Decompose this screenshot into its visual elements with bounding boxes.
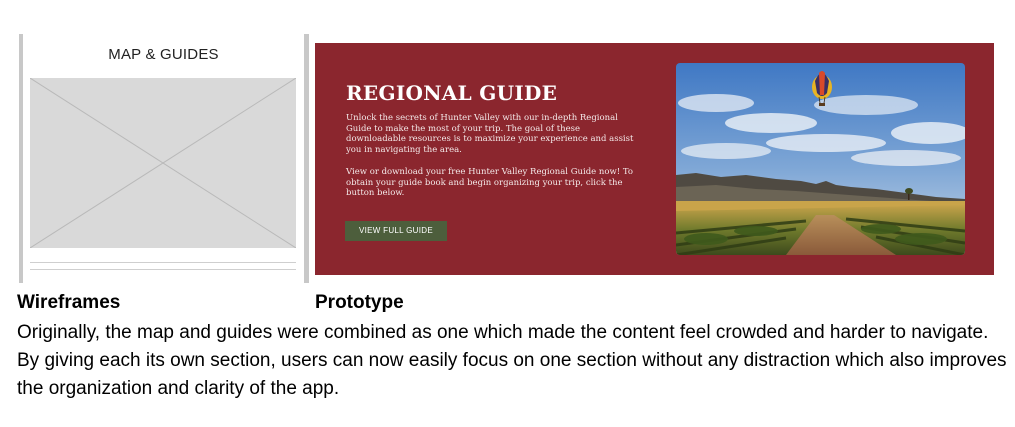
image-placeholder-icon [30,78,296,248]
wireframe-text-line [30,269,296,270]
wireframes-label: Wireframes [17,292,121,313]
prototype-paragraph-intro: Unlock the secrets of Hunter Valley with our in-depth Regional Guide to make the most of your trip. The goal of these downloadable resources is to maximize your experience and assist you in navigating the area. [346,113,634,155]
prototype-panel [315,43,994,275]
wireframe-text-line [30,262,296,263]
wireframe-title: MAP & GUIDES [108,46,219,63]
wireframe-image-placeholder [30,78,296,248]
wireframe-panel [19,34,309,283]
prototype-heading: REGIONAL GUIDE [346,81,558,105]
prototype-paragraph-download: View or download your free Hunter Valley Regional Guide now! To obtain your guide book and begin organizing your trip, click the button below. [346,167,633,198]
landscape-photo-image [676,63,965,255]
view-full-guide-button[interactable]: VIEW FULL GUIDE [345,221,447,241]
wireframe-border-right [304,34,309,283]
wireframe-border-left [19,34,23,283]
hunter-valley-photo [676,63,965,255]
description-text: Originally, the map and guides were combined as one which made the content feel crowded and harder to navigate. By giving each its own section, users can now easily focus on one section without any distraction which also improves the organization and clarity of the app. [17,322,1007,399]
prototype-label: Prototype [315,292,404,313]
